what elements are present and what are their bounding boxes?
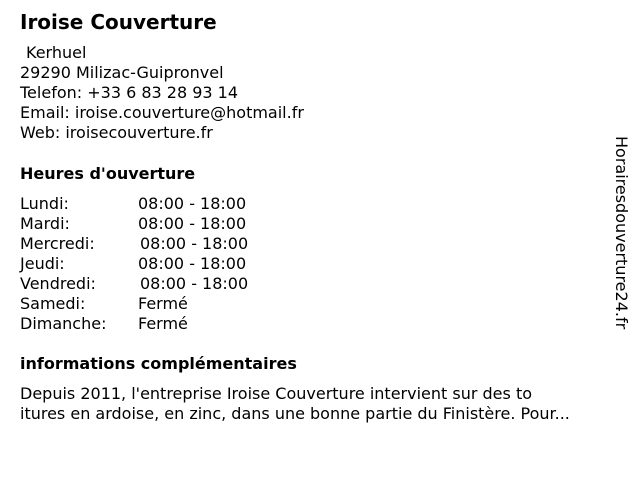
site-watermark: Horairesdouverture24.fr (612, 136, 631, 330)
day-label: Vendredi: (20, 274, 96, 293)
business-name: Iroise Couverture (20, 10, 217, 34)
day-label: Dimanche: (20, 314, 107, 333)
street-address: Kerhuel (26, 43, 87, 62)
description-line: itures en ardoise, en zinc, dans une bonne partie du Finistère. Pour... (20, 404, 570, 423)
description-text (20, 384, 630, 424)
email-line: Email: iroise.couverture@hotmail.fr (20, 103, 304, 122)
hours-value: Fermé (138, 294, 188, 313)
hours-value: Fermé (138, 314, 188, 333)
phone-line: Telefon: +33 6 83 28 93 14 (20, 83, 239, 102)
day-label: Mercredi: (20, 234, 95, 253)
day-label: Samedi: (20, 294, 86, 313)
hours-value: 08:00 - 18:00 (140, 234, 249, 253)
contact-block (20, 43, 304, 143)
day-label: Jeudi: (20, 254, 65, 273)
hours-value: 08:00 - 18:00 (138, 254, 247, 273)
description-line: Depuis 2011, l'entreprise Iroise Couverture intervient sur des to (20, 384, 533, 403)
opening-hours-heading: Heures d'ouverture (20, 164, 196, 183)
hours-value: 08:00 - 18:00 (138, 214, 247, 233)
additional-info-heading: informations complémentaires (20, 354, 297, 373)
day-label: Lundi: (20, 194, 69, 213)
day-label: Mardi: (20, 214, 70, 233)
city-line: 29290 Milizac-Guipronvel (20, 63, 224, 82)
hours-value: 08:00 - 18:00 (138, 194, 247, 213)
web-line: Web: iroisecouverture.fr (20, 123, 213, 142)
hours-value: 08:00 - 18:00 (140, 274, 249, 293)
